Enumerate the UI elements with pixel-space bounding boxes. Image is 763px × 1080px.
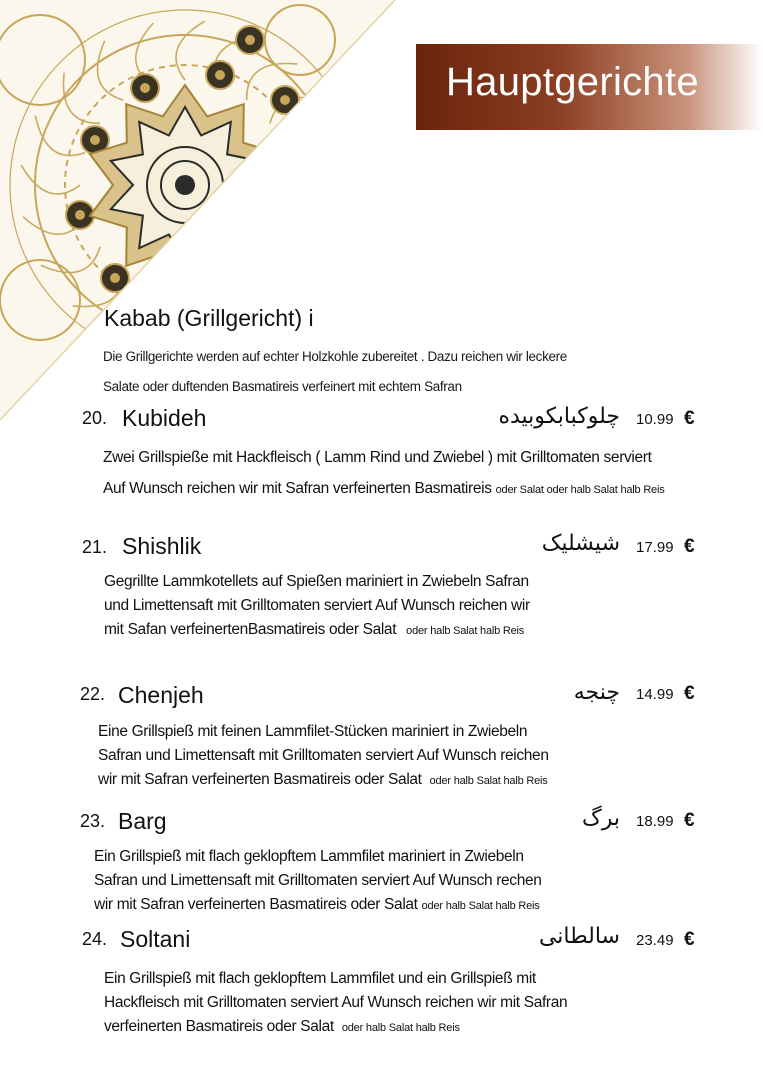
euro-symbol: € — [684, 408, 695, 429]
desc-line — [103, 473, 703, 506]
item-price: 18.99 — [636, 813, 674, 830]
item-name: Chenjeh — [118, 682, 204, 708]
desc-line: Zwei Grillspieße mit Hackfleisch ( Lamm Rind und Zwiebel ) mit Grilltomaten serviert — [103, 449, 652, 466]
desc-text: wir mit Safran verfeinerten Basmatireis oder Salat — [98, 771, 422, 788]
item-description — [103, 442, 703, 506]
desc-text: verfeinerten Basmatireis oder Salat — [104, 1018, 334, 1035]
section-intro — [103, 342, 663, 402]
section-title: Kabab (Grillgericht) i — [104, 305, 314, 331]
ornament-curl — [270, 247, 307, 298]
rosette — [206, 61, 234, 89]
rosette — [131, 74, 159, 102]
item-note: oder halb Salat halb Reis — [341, 1022, 460, 1034]
item-note: oder halb Salat halb Reis — [429, 775, 548, 787]
item-name: Soltani — [120, 926, 191, 952]
page-title: Hauptgerichte — [446, 60, 699, 104]
intro-line: Salate oder duftenden Basmatireis verfeinert mit echtem Safran — [103, 379, 462, 394]
desc-line — [104, 1015, 704, 1040]
item-number: 23. — [80, 811, 106, 831]
desc-line: Safran und Limettensaft mit Grilltomaten serviert Auf Wunsch reichen — [98, 747, 549, 764]
item-name: Kubideh — [122, 405, 207, 431]
item-description — [98, 720, 688, 793]
desc-line: Gegrillte Lammkotellets auf Spießen mariniert in Zwiebeln Safran — [104, 573, 529, 590]
euro-symbol: € — [684, 929, 695, 950]
euro-symbol: € — [684, 536, 695, 557]
item-note: oder Salat oder halb Salat halb Reis — [495, 484, 665, 496]
ornament-curl — [290, 176, 349, 205]
item-number: 20. — [82, 408, 108, 428]
item-name-persian: سالطانی — [538, 923, 620, 948]
euro-symbol: € — [684, 810, 695, 831]
item-name-persian: برگ — [582, 805, 620, 830]
item-name-persian: شیشلیک — [541, 530, 620, 555]
ornament-curl — [285, 136, 347, 153]
intro-line: Die Grillgerichte werden auf echter Holzkohle zubereitet . Dazu reichen wir leckere — [103, 349, 567, 364]
euro-symbol: € — [684, 683, 695, 704]
item-price: 14.99 — [636, 686, 674, 703]
desc-text: Auf Wunsch reichen wir mit Safran verfeinerten Basmatireis — [103, 480, 492, 497]
item-name-persian: چلوکبابکوبیده — [498, 403, 620, 428]
rosette — [271, 86, 299, 114]
desc-line: Eine Grillspieß mit feinen Lammfilet-Stücken mariniert in Zwiebeln — [98, 723, 528, 740]
desc-line: Hackfleisch mit Grilltomaten serviert Auf Wunsch reichen wir mit Safran — [104, 994, 568, 1011]
item-description — [104, 570, 684, 643]
item-description — [94, 845, 684, 918]
desc-line — [104, 618, 684, 643]
desc-line: und Limettensaft mit Grilltomaten serviert Auf Wunsch reichen wir — [104, 597, 530, 614]
item-number: 24. — [82, 929, 108, 949]
desc-line — [98, 768, 688, 793]
item-price: 10.99 — [636, 411, 674, 428]
item-name: Barg — [118, 808, 167, 834]
item-name-persian: چنجه — [573, 679, 620, 704]
item-number: 22. — [80, 684, 106, 704]
item-description — [104, 967, 704, 1040]
title-banner — [416, 44, 763, 130]
desc-text: mit Safan verfeinertenBasmatireis oder Salat — [104, 621, 397, 638]
desc-line: Ein Grillspieß mit flach geklopftem Lammfilet und ein Grillspieß mit — [104, 970, 536, 987]
desc-line: Ein Grillspieß mit flach geklopftem Lammfilet mariniert in Zwiebeln — [94, 848, 524, 865]
item-price: 23.49 — [636, 932, 674, 949]
item-number: 21. — [82, 537, 108, 557]
item-note: oder halb Salat halb Reis — [421, 900, 540, 912]
rosette — [236, 26, 264, 54]
item-price: 17.99 — [636, 539, 674, 556]
item-note: oder halb Salat halb Reis — [406, 625, 525, 637]
item-name: Shishlik — [122, 533, 202, 559]
desc-line — [94, 893, 684, 918]
desc-text: wir mit Safran verfeinerten Basmatireis oder Salat — [94, 896, 418, 913]
desc-line: Safran und Limettensaft mit Grilltomaten serviert Auf Wunsch rechen — [94, 872, 542, 889]
ornament-curl — [285, 214, 335, 254]
